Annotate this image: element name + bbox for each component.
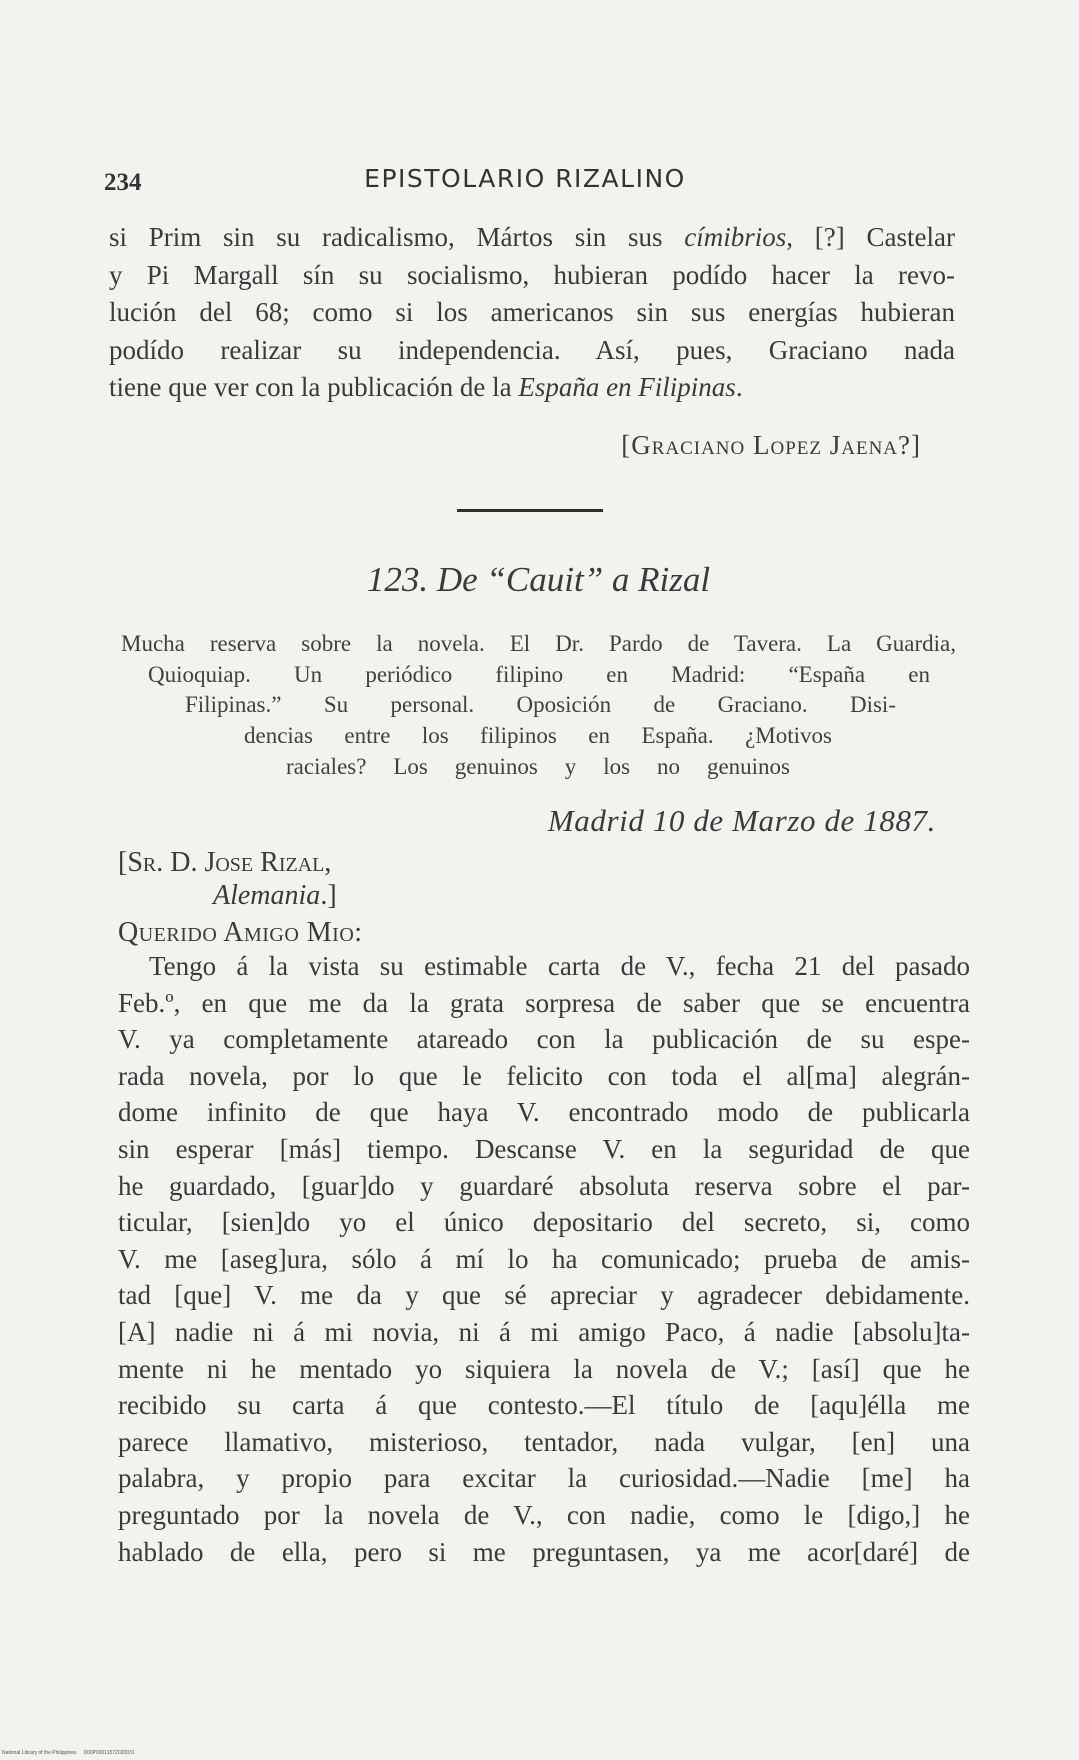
body-line: rada novela, por lo que le felicito con toda el al[ma] alegrán- [118,1060,970,1091]
body-line: mente ni he mentado yo siquiera la novela de V.; [así] que he [118,1353,970,1384]
text-line: lución del 68; como si los americanos sin sus energías hubieran [109,297,955,327]
text-line: y Pi Margall sín su socialismo, hubieran podído hacer la revo- [109,259,955,290]
body-line: palabra, y propio para excitar la curiosidad.—Nadie [me] ha [118,1463,970,1494]
body-line: preguntado por la novela de V., con nadie, como le [digo,] he [118,1499,970,1530]
recipient-location [213,878,337,914]
text-line [109,219,955,257]
body-line: ticular, [sien]do yo el único depositario del secreto, si, como [118,1207,970,1238]
text-line [109,369,955,407]
body-line: tad [que] V. me da y que sé apreciar y agradecer debidamente. [118,1280,970,1311]
letter-heading [331,557,746,603]
summary-line: Quioquiap. Un periódico filipino en Madrid: “España en [148,662,930,687]
recipient-address: [Sr. D. Jose Rizal, [118,847,332,878]
summary-line: raciales? Los genuinos y los no genuinos [286,754,790,779]
letter-number: 123. [366,560,429,599]
body-line: V. me [aseg]ura, sólo á mí lo ha comunicado; prueba de amis- [118,1243,970,1274]
section-divider [457,509,603,512]
body-line: he guardado, [guar]do y guardaré absoluta reserva sobre el par- [118,1170,970,1201]
running-head: EPISTOLARIO RIZALINO [364,164,686,193]
letter-date: Madrid 10 de Marzo de 1887. [547,803,936,838]
page-number: 234 [104,169,142,196]
text-line: podído realizar su independencia. Así, pues, Graciano nada [109,334,955,365]
previous-letter-signature: [Graciano Lopez Jaena?] [621,430,921,460]
footer-code: D00P00011572020031 [83,1750,135,1756]
previous-letter-closing-paragraph [109,219,955,407]
footer-source: National Library of the Philippines [2,1750,77,1756]
body-line: dome infinito de que haya V. encontrado modo de publicarla [118,1097,970,1128]
text-segment: si Prim sin su radicalismo, Mártos sin sus [109,222,685,252]
body-line: V. ya completamente atareado con la publicación de su espe- [118,1024,970,1055]
bracket-close: .] [320,880,337,911]
body-line: [A] nadie ni á mi novia, ni á mi amigo Paco, á nadie [absolu]ta- [118,1316,970,1347]
letter-title: De “Cauit” a Rizal [436,560,711,599]
body-line: parece llamativo, misterioso, tentador, nada vulgar, [en] una [118,1426,970,1457]
italic-text-segment: címibrios [684,222,787,252]
recipient-country: Alemania [213,880,321,911]
text-segment: . [735,372,743,402]
salutation: Querido Amigo Mio: [118,917,363,948]
body-line: sin esperar [más] tiempo. Descanse V. en la seguridad de que [118,1133,970,1164]
summary-line: dencias entre los filipinos en España. ¿Motivos [244,723,832,748]
body-line: hablado de ella, pero si me preguntasen, ya me acor[daré] de [118,1536,970,1567]
scan-footer [2,1750,135,1757]
summary-line: Mucha reserva sobre la novela. El Dr. Pardo de Tavera. La Guardia, [121,631,956,656]
body-line: recibido su carta á que contesto.—El título de [aqu]élla me [118,1390,970,1421]
text-segment: , [?] Castelar [786,222,955,252]
body-line: Feb.º, en que me da la grata sorpresa de saber que se encuentra [118,987,970,1018]
letter-body [118,948,970,1570]
italic-text-segment: España en Filipinas [518,372,736,402]
body-line: Tengo á la vista su estimable carta de V., fecha 21 del pasado [149,951,970,981]
text-segment: tiene que ver con la publicación de la [109,372,519,402]
summary-line: Filipinas.” Su personal. Oposición de Graciano. Disi- [185,692,896,717]
